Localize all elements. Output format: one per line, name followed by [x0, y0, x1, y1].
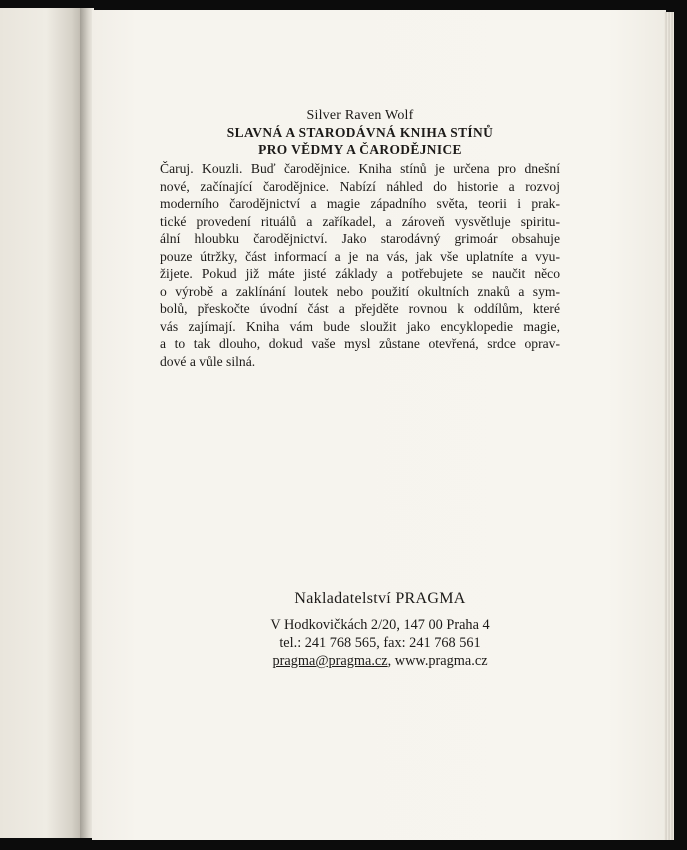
publisher-contacts	[160, 652, 600, 670]
author-name: Silver Raven Wolf	[306, 108, 414, 123]
blurb-line: bolů, přeskočte úvodní část a přejděte rovnou k oddílům, které	[160, 301, 560, 316]
page-edges	[664, 12, 674, 840]
title-line-1: SLAVNÁ A STARODÁVNÁ KNIHA STÍNŮ	[226, 125, 494, 140]
blurb-line: o výrobě a zaklínání loutek nebo použití okultních znaků a sym-	[160, 283, 560, 299]
book-blurb	[160, 160, 560, 370]
publisher-address: V Hodkovičkách 2/20, 147 00 Praha 4	[270, 617, 490, 633]
blurb-line: Čaruj. Kouzli. Buď čarodějnice. Kniha stínů je určena pro dnešní	[160, 161, 560, 176]
publisher-website: www.pragma.cz	[394, 653, 488, 669]
publisher-phone-fax: tel.: 241 768 565, fax: 241 768 561	[279, 635, 481, 651]
blurb-line: moderního čarodějnictví a magie západního světa, teorii i prak-	[160, 196, 560, 211]
blurb-line: vás zajímají. Kniha vám bude sloužit jako encyklopedie magie,	[160, 318, 560, 334]
blurb-line: ální hloubku čarodějnictví. Jako starodávný grimoár obsahuje	[160, 231, 560, 246]
blurb-line: žijete. Pokud již máte jisté základy a potřebujete se naučit něco	[160, 266, 560, 281]
blurb-line: tické provedení rituálů a zaříkadel, a zároveň vysvětluje spiritu-	[160, 213, 560, 229]
blurb-line: pouze útržky, část informací a je na vás, jak vše uplatníte a vyu-	[160, 248, 560, 264]
blurb-line: dové a vůle silná.	[160, 353, 256, 369]
publisher-info	[160, 616, 600, 670]
blurb-line: a to tak dlouho, dokud vaše mysl zůstane otevřená, srdce oprav-	[160, 336, 560, 351]
publisher-email-link[interactable]: pragma@pragma.cz	[272, 653, 388, 669]
book-title	[160, 124, 560, 158]
contact-separator: ,	[387, 653, 395, 669]
publisher-name: Nakladatelství PRAGMA	[294, 590, 466, 607]
left-facing-page	[0, 8, 84, 838]
blurb-line: nové, začínající čarodějnice. Nabízí náhled do historie a rozvoj	[160, 178, 560, 194]
title-line-2: PRO VĚDMY A ČARODĚJNICE	[258, 142, 462, 157]
